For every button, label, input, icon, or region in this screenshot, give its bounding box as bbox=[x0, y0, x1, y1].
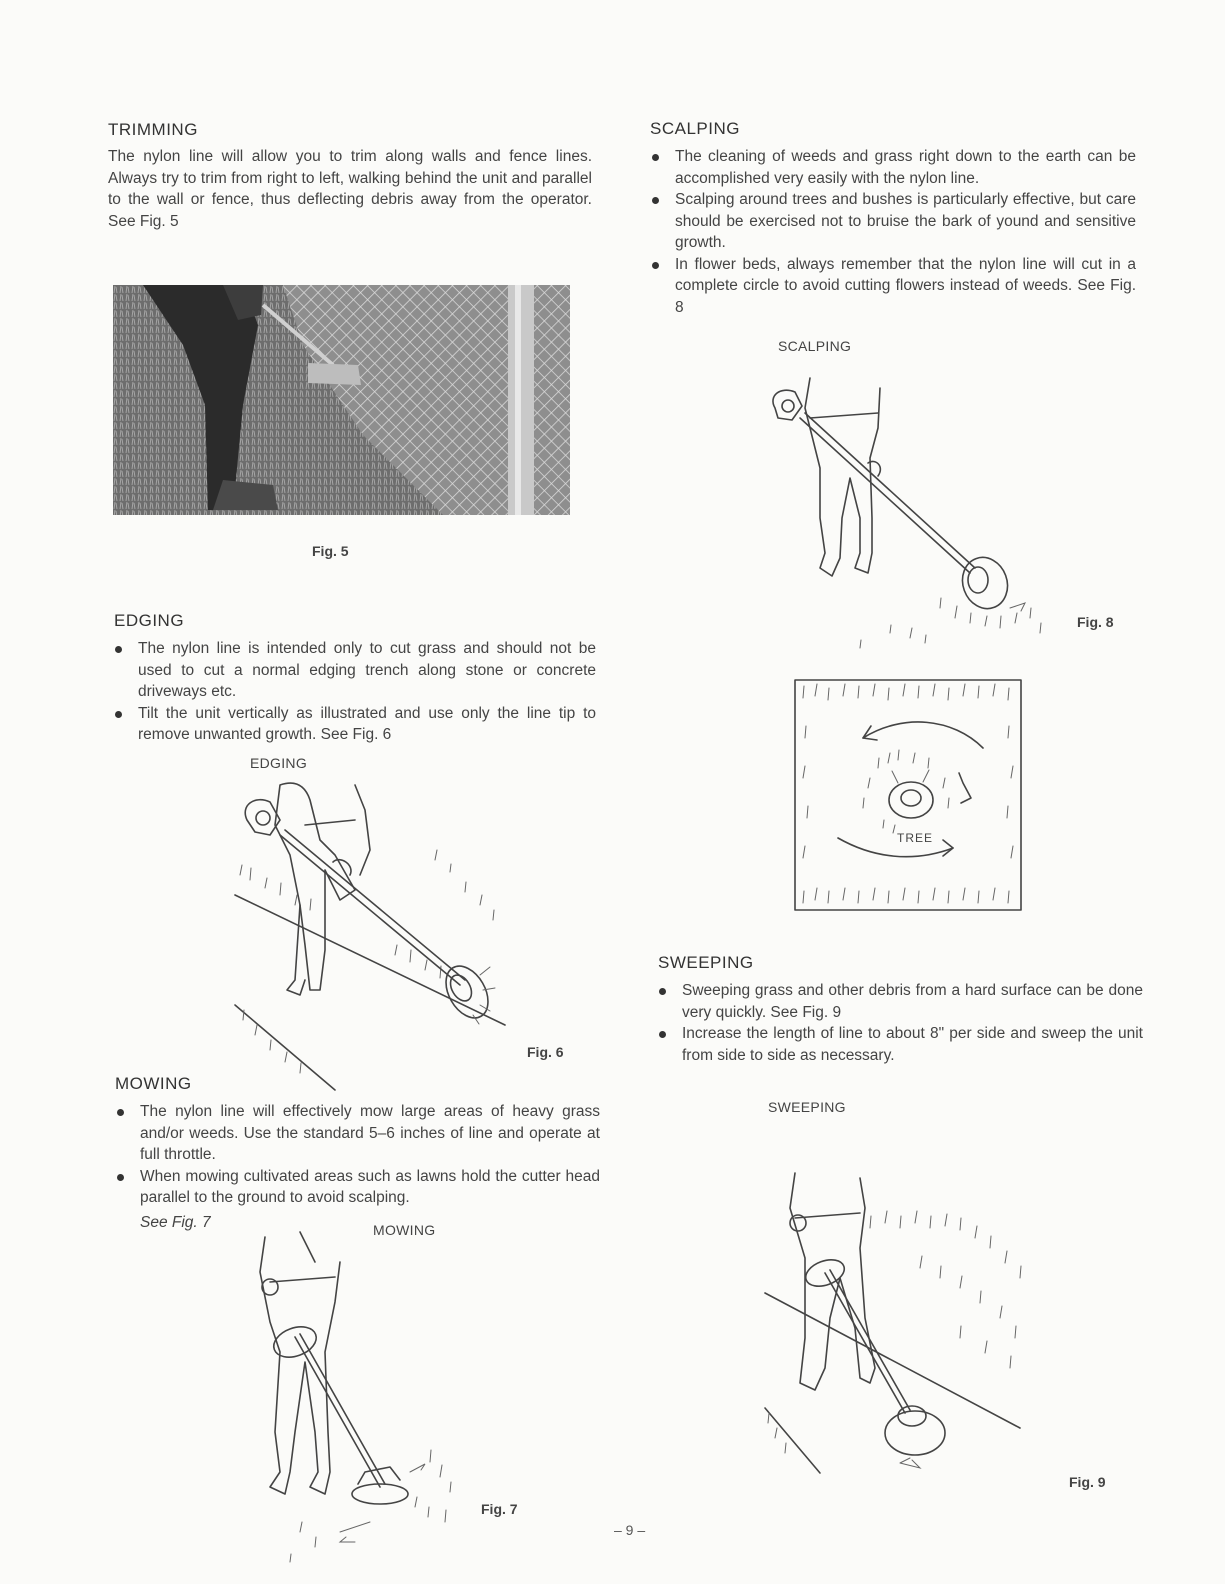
tree-label: TREE bbox=[897, 831, 934, 845]
mowing-see-fig: See Fig. 7 bbox=[140, 1214, 211, 1231]
mowing-illustration bbox=[240, 1232, 470, 1572]
list-item: The nylon line is intended only to cut grass and should not be used to cut a normal edging trench along stone or concrete driveways etc. bbox=[112, 638, 596, 703]
mowing-heading: MOWING bbox=[115, 1074, 192, 1093]
tree-diagram-drawing bbox=[793, 678, 1023, 912]
list-item: Tilt the unit vertically as illustrated and use only the line tip to remove unwanted growth. See Fig. 6 bbox=[112, 703, 596, 746]
sweeping-illustration bbox=[760, 1168, 1040, 1488]
fig5-label: Fig. 5 bbox=[312, 543, 349, 559]
bullet-icon bbox=[117, 1109, 124, 1116]
sweeping-heading: SWEEPING bbox=[658, 953, 754, 972]
scalping-bullets bbox=[649, 146, 1136, 318]
bullet-icon bbox=[115, 646, 122, 653]
mowing-bullets bbox=[114, 1101, 600, 1209]
list-item: Increase the length of line to about 8" per side and sweep the unit from side to side as necessary. bbox=[656, 1023, 1143, 1066]
list-item: In flower beds, always remember that the nylon line will cut in a complete circle to avoid cutting flowers instead of weeds. See Fig. 8 bbox=[649, 254, 1136, 319]
trimming-text: The nylon line will allow you to trim along walls and fence lines. Always try to trim from right to left, walking behind the unit and parallel to the wall or fence, thus deflecting debris away from the operator. See Fig. 5 bbox=[108, 148, 592, 230]
page-number: – 9 – bbox=[614, 1522, 646, 1538]
tree-diagram bbox=[793, 678, 1023, 912]
list-item: The cleaning of weeds and grass right down to the earth can be accomplished very easily with the nylon line. bbox=[649, 146, 1136, 189]
bullet-icon bbox=[117, 1174, 124, 1181]
sweeping-caption: SWEEPING bbox=[768, 1099, 846, 1115]
list-item: Scalping around trees and bushes is particularly effective, but care should be exercised not to bruise the bark of yound and sensitive growth. bbox=[649, 189, 1136, 254]
fig9-label: Fig. 9 bbox=[1069, 1474, 1106, 1490]
trimming-heading: TRIMMING bbox=[108, 120, 198, 139]
bullet-icon bbox=[659, 988, 666, 995]
edging-bullets bbox=[112, 638, 596, 746]
fig6-label: Fig. 6 bbox=[527, 1044, 564, 1060]
edging-illustration bbox=[225, 780, 525, 1090]
bullet-icon bbox=[659, 1031, 666, 1038]
mowing-caption: MOWING bbox=[373, 1222, 436, 1238]
sweeping-bullets bbox=[656, 980, 1143, 1066]
list-item: Sweeping grass and other debris from a hard surface can be done very quickly. See Fig. 9 bbox=[656, 980, 1143, 1023]
edging-caption: EDGING bbox=[250, 755, 308, 771]
scalping-caption: SCALPING bbox=[778, 338, 852, 354]
trimming-photo bbox=[113, 285, 570, 515]
scalping-heading: SCALPING bbox=[650, 119, 740, 138]
list-item: The nylon line will effectively mow large areas of heavy grass and/or weeds. Use the standard 5–6 inches of line and operate at full throttle. bbox=[114, 1101, 600, 1166]
fig7-label: Fig. 7 bbox=[481, 1501, 518, 1517]
bullet-icon bbox=[652, 262, 659, 269]
bullet-icon bbox=[115, 711, 122, 718]
edging-heading: EDGING bbox=[114, 611, 185, 630]
bullet-icon bbox=[652, 197, 659, 204]
scalping-illustration bbox=[760, 368, 1060, 653]
fig8-label: Fig. 8 bbox=[1077, 614, 1114, 630]
list-item: When mowing cultivated areas such as lawns hold the cutter head parallel to the ground to avoid scalping. bbox=[114, 1166, 600, 1209]
bullet-icon bbox=[652, 154, 659, 161]
